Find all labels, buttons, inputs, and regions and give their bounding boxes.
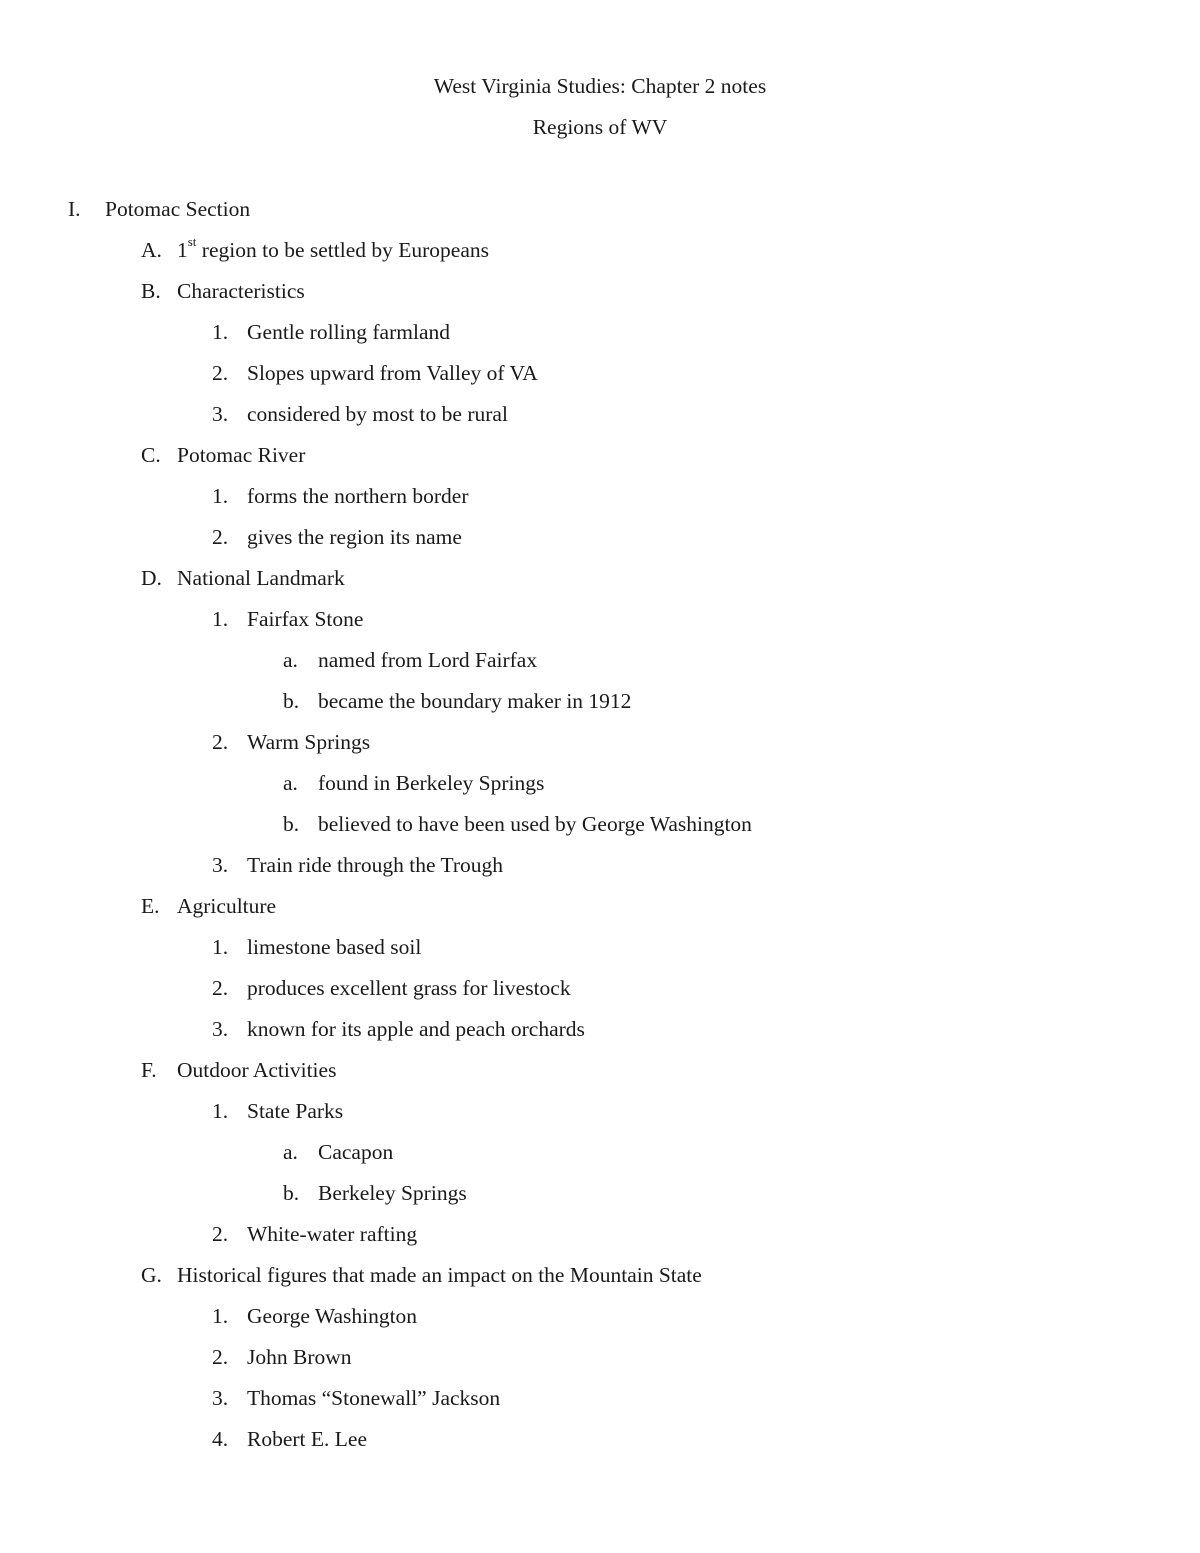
outline-text: Cacapon <box>318 1140 394 1164</box>
outline-marker: 1. <box>212 484 229 508</box>
outline-marker: 3. <box>212 402 229 426</box>
outline-marker: b. <box>283 1181 300 1205</box>
outline-text: gives the region its name <box>247 525 462 549</box>
outline-marker: C. <box>141 443 161 467</box>
outline-text: Robert E. Lee <box>247 1427 367 1451</box>
outline-marker: 1. <box>212 935 229 959</box>
outline-text: believed to have been used by George Washington <box>318 812 752 836</box>
outline-marker: G. <box>141 1263 162 1287</box>
outline-text: Characteristics <box>177 279 305 303</box>
outline-marker: D. <box>141 566 162 590</box>
outline-text: became the boundary maker in 1912 <box>318 689 632 713</box>
outline-marker: 2. <box>212 1345 229 1369</box>
outline-marker: 3. <box>212 1017 229 1041</box>
outline-text: Train ride through the Trough <box>247 853 504 877</box>
outline-text: known for its apple and peach orchards <box>247 1017 585 1041</box>
outline-text: George Washington <box>247 1304 418 1328</box>
outline-marker: 2. <box>212 525 229 549</box>
outline-text: National Landmark <box>177 566 345 590</box>
outline-text: considered by most to be rural <box>247 402 508 426</box>
outline-marker: F. <box>141 1058 157 1082</box>
outline-marker: 3. <box>212 853 229 877</box>
outline-marker: b. <box>283 812 300 836</box>
outline-text <box>177 233 489 263</box>
outline-text: produces excellent grass for livestock <box>247 976 571 1000</box>
outline-marker: 2. <box>212 730 229 754</box>
outline-marker: A. <box>141 238 162 262</box>
outline-text: Gentle rolling farmland <box>247 320 450 344</box>
outline-text: Outdoor Activities <box>177 1058 337 1082</box>
outline-text: limestone based soil <box>247 935 422 959</box>
outline-text: Fairfax Stone <box>247 607 364 631</box>
outline-text: named from Lord Fairfax <box>318 648 538 672</box>
outline-marker: b. <box>283 689 300 713</box>
outline-text: found in Berkeley Springs <box>318 771 545 795</box>
outline-text: forms the northern border <box>247 484 469 508</box>
outline-marker: 2. <box>212 1222 229 1246</box>
outline-text: Potomac Section <box>105 197 251 221</box>
outline-text: State Parks <box>247 1099 344 1123</box>
outline-text: Agriculture <box>177 894 277 918</box>
outline-text: Historical figures that made an impact on the Mountain State <box>177 1263 702 1287</box>
outline-text: Warm Springs <box>247 730 371 754</box>
outline-text-rest: region to be settled by Europeans <box>196 238 489 262</box>
outline-marker: 1. <box>212 1304 229 1328</box>
outline-marker: 3. <box>212 1386 229 1410</box>
outline-text: Thomas “Stonewall” Jackson <box>247 1386 501 1410</box>
outline-text: Berkeley Springs <box>318 1181 467 1205</box>
outline-text: White-water rafting <box>247 1222 418 1246</box>
ordinal-number: 1 <box>177 238 188 262</box>
outline-marker: 1. <box>212 1099 229 1123</box>
ordinal-suffix: st <box>187 233 197 249</box>
outline-marker: B. <box>141 279 161 303</box>
outline-marker: I. <box>68 197 81 221</box>
outline-marker: 2. <box>212 976 229 1000</box>
outline-text: Slopes upward from Valley of VA <box>247 361 538 385</box>
document-subtitle: Regions of WV <box>532 115 668 139</box>
outline-text: John Brown <box>247 1345 352 1369</box>
document-title: West Virginia Studies: Chapter 2 notes <box>433 74 767 98</box>
outline-marker: 4. <box>212 1427 229 1451</box>
outline-marker: 1. <box>212 320 229 344</box>
outline-marker: 2. <box>212 361 229 385</box>
outline-marker: a. <box>283 771 298 795</box>
outline-marker: a. <box>283 648 298 672</box>
outline-marker: E. <box>141 894 160 918</box>
outline-marker: 1. <box>212 607 229 631</box>
outline-text: Potomac River <box>177 443 306 467</box>
outline-marker: a. <box>283 1140 298 1164</box>
